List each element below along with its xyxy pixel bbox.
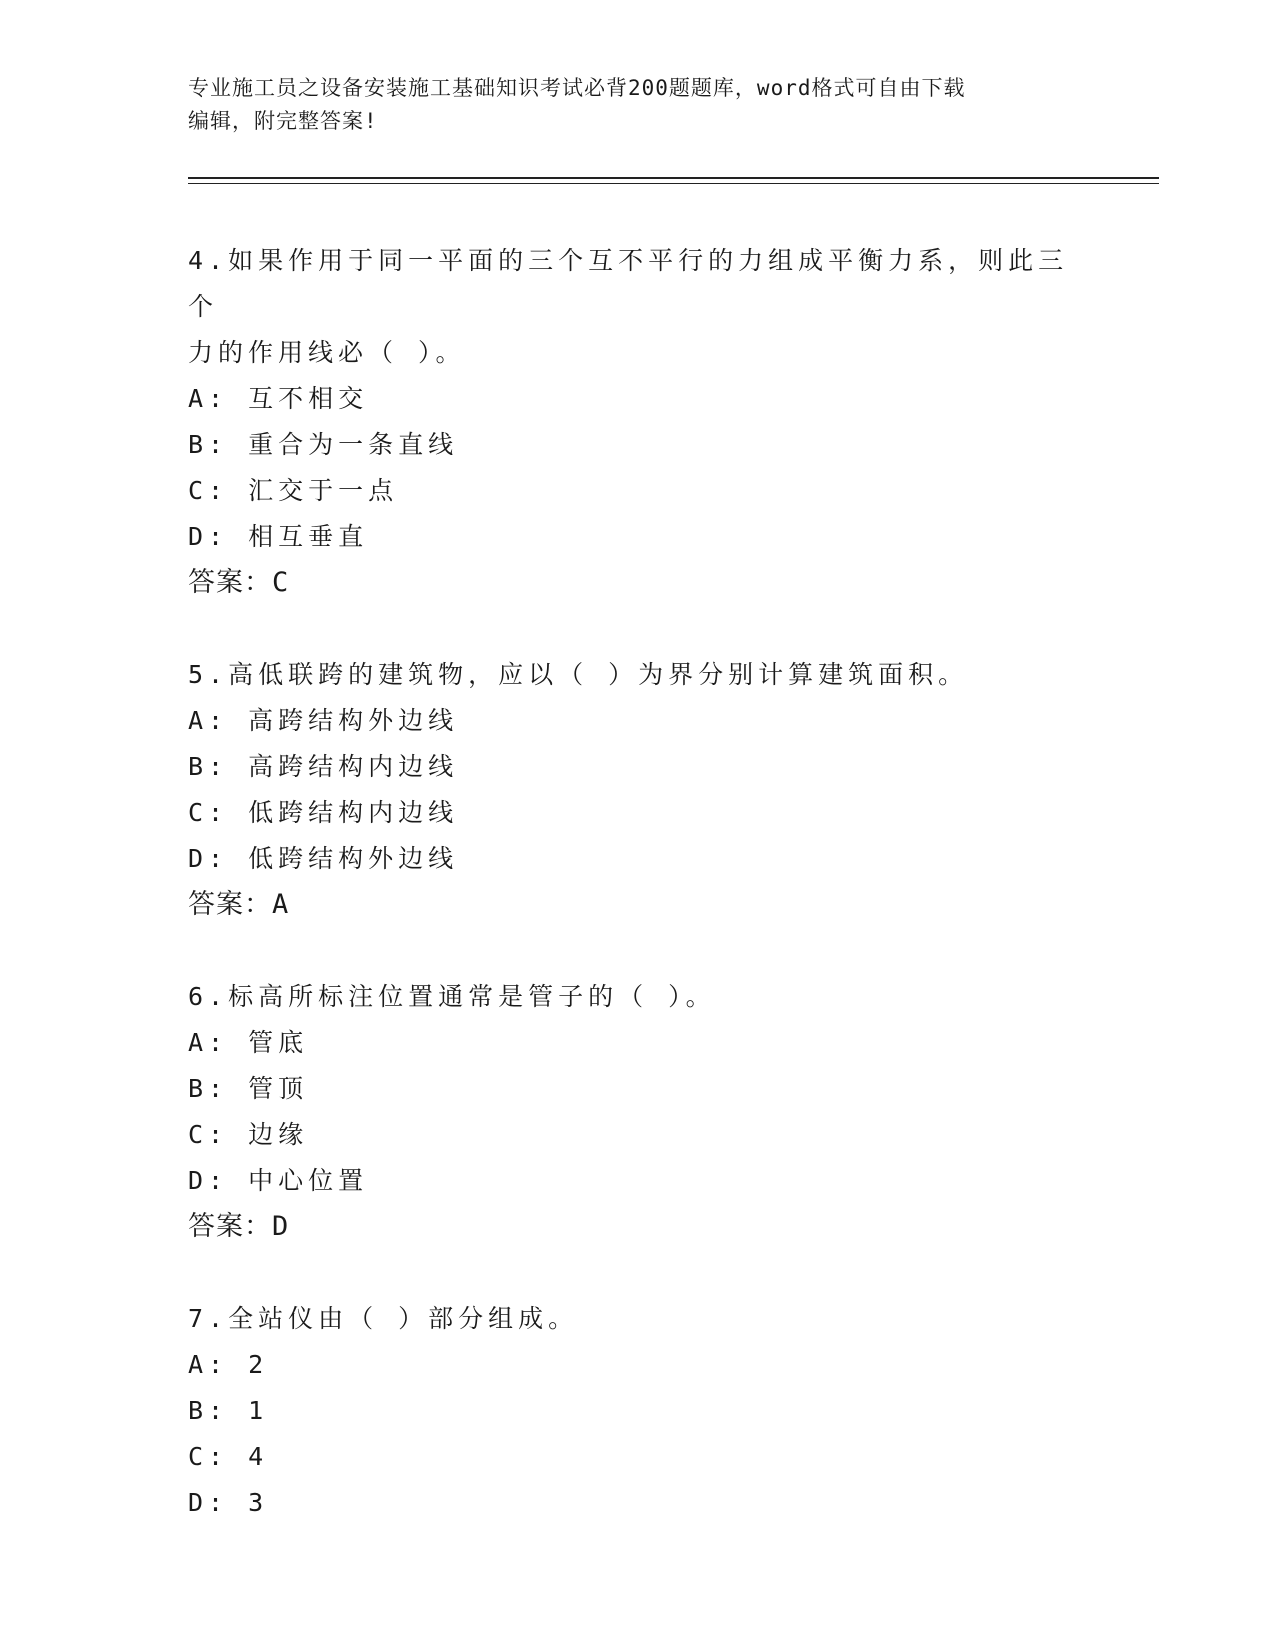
option-c: C: 4 (188, 1442, 269, 1471)
option-d: D: 中心位置 (188, 1166, 369, 1195)
question-stem (188, 652, 1088, 698)
answer-label: 答案： (188, 567, 272, 598)
option-c: C: 边缘 (188, 1120, 309, 1149)
question-list (188, 238, 1088, 1572)
header-divider-thin (188, 183, 1159, 184)
option-b: B: 高跨结构内边线 (188, 752, 459, 781)
option-a: A: 高跨结构外边线 (188, 706, 459, 735)
option-d: D: 相互垂直 (188, 522, 369, 551)
option-b: B: 重合为一条直线 (188, 430, 459, 459)
option-a: A: 2 (188, 1350, 269, 1379)
answer-label: 答案： (188, 1211, 272, 1242)
option-d: D: 低跨结构外边线 (188, 844, 459, 873)
header-line-1: 专业施工员之设备安装施工基础知识考试必背200题题库，word格式可自由下载 (188, 76, 966, 100)
answer-label: 答案： (188, 889, 272, 920)
question-stem-line-2: 力的作用线必（ ）。 (188, 338, 466, 367)
answer-value: C (272, 567, 290, 598)
question-stem (188, 1296, 1088, 1342)
option-b: B: 管顶 (188, 1074, 309, 1103)
question-stem (188, 974, 1088, 1020)
question-stem-line-1: 5.高低联跨的建筑物，应以（ ）为界分别计算建筑面积。 (188, 660, 969, 689)
option-d: D: 3 (188, 1488, 269, 1517)
answer-line (188, 1204, 1088, 1250)
question-6 (188, 974, 1088, 1250)
question-stem-line-1: 4.如果作用于同一平面的三个互不平行的力组成平衡力系，则此三个 (188, 246, 1069, 321)
header-divider-thick (188, 177, 1159, 179)
answer-line (188, 560, 1088, 606)
question-7 (188, 1296, 1088, 1526)
question-stem (188, 238, 1088, 376)
document-header (188, 72, 1088, 138)
option-c: C: 汇交于一点 (188, 476, 399, 505)
answer-value: D (272, 1211, 290, 1242)
option-a: A: 互不相交 (188, 384, 369, 413)
option-c: C: 低跨结构内边线 (188, 798, 459, 827)
option-b: B: 1 (188, 1396, 269, 1425)
question-5 (188, 652, 1088, 928)
header-line-2: 编辑，附完整答案! (188, 109, 378, 133)
question-stem-line-1: 7.全站仪由（ ）部分组成。 (188, 1304, 579, 1333)
option-a: A: 管底 (188, 1028, 309, 1057)
answer-value: A (272, 889, 290, 920)
question-stem-line-1: 6.标高所标注位置通常是管子的（ ）。 (188, 982, 716, 1011)
answer-line (188, 882, 1088, 928)
question-4 (188, 238, 1088, 606)
